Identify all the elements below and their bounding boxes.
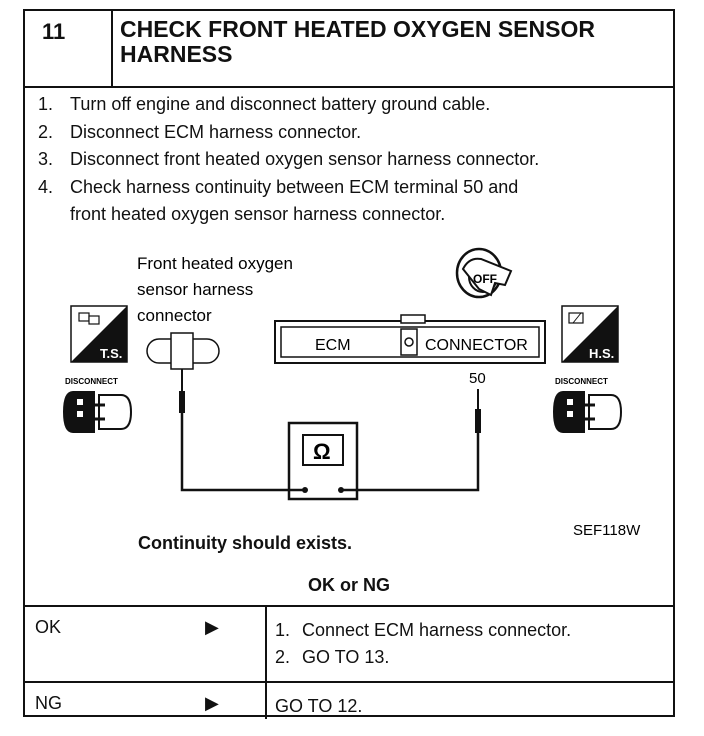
result-actions	[275, 617, 571, 671]
result-key: OK	[35, 617, 62, 637]
result-action-item	[275, 644, 571, 671]
continuity-check-diagram	[25, 239, 673, 549]
ts-badge-label: T.S.	[100, 346, 123, 361]
result-action-item	[275, 617, 571, 644]
wire-sensor-to-meter	[182, 413, 305, 490]
action-text: Connect ECM harness connector.	[302, 620, 572, 640]
ohm-symbol: Ω	[313, 439, 331, 464]
result-action-item	[275, 693, 362, 720]
instruction-item	[38, 119, 668, 147]
step-title-line1: CHECK FRONT HEATED OXYGEN SENSOR	[120, 16, 595, 42]
connector-label: CONNECTOR	[425, 337, 528, 354]
sensor-connector-icon	[147, 333, 219, 413]
ignition-key-off-icon	[457, 249, 511, 297]
figure-id: SEF118W	[573, 522, 641, 539]
instruction-text: Disconnect front heated oxygen sensor harness connector.	[70, 149, 540, 169]
ignition-off-label: OFF	[473, 272, 497, 286]
instruction-item	[38, 201, 668, 229]
disconnect-left-label: DISCONNECT	[65, 377, 118, 386]
result-table	[25, 605, 673, 719]
column-divider	[265, 683, 267, 719]
instruction-text: Check harness continuity between ECM terminal 50 and	[70, 176, 519, 197]
terminal-probe	[475, 409, 481, 433]
action-number: 2.	[275, 647, 291, 667]
ok-ng-heading: OK or NG	[307, 575, 390, 595]
disconnect-plug-icon	[553, 391, 621, 433]
hs-badge-icon	[562, 306, 618, 362]
step-title	[120, 17, 670, 67]
disconnect-plug-icon	[63, 391, 131, 433]
action-text: GO TO 12.	[275, 696, 363, 716]
terminal-number: 50	[469, 370, 486, 387]
instruction-text: Disconnect ECM harness connector.	[70, 121, 362, 142]
column-divider	[265, 607, 267, 681]
result-actions	[275, 693, 362, 720]
result-row-ok	[25, 605, 673, 681]
wire-ecm-to-meter	[341, 433, 478, 490]
instruction-list	[38, 91, 668, 229]
instruction-text: front heated oxygen sensor harness connector.	[70, 204, 446, 224]
instruction-number: 3.	[38, 149, 54, 169]
instruction-text: Turn off engine and disconnect battery ground cable.	[70, 94, 491, 114]
ecm-connector	[275, 315, 545, 363]
ts-badge-icon	[71, 306, 127, 362]
result-key: NG	[35, 693, 62, 713]
action-text: GO TO 13.	[302, 647, 390, 667]
step-title-line2: HARNESS	[120, 41, 233, 67]
sensor-label-line2: sensor harness	[137, 280, 254, 299]
diagnostic-step-card	[23, 9, 675, 717]
instruction-number	[38, 201, 70, 229]
disconnect-right-label: DISCONNECT	[555, 377, 608, 386]
ohmmeter-icon	[289, 423, 357, 499]
instruction-number: 2.	[38, 121, 54, 142]
ecm-label: ECM	[315, 337, 351, 354]
instruction-item	[38, 91, 668, 119]
arrow-right-icon: ▶	[205, 617, 219, 637]
step-number: 11	[25, 11, 113, 86]
instruction-number: 1.	[38, 94, 54, 114]
action-number: 1.	[275, 620, 291, 640]
sensor-label-line3: connector	[137, 306, 212, 325]
sensor-label-line1: Front heated oxygen	[137, 254, 293, 273]
instruction-item	[38, 174, 668, 202]
hs-badge-label: H.S.	[589, 346, 615, 361]
step-header	[25, 11, 673, 88]
instruction-number: 4.	[38, 176, 54, 197]
result-row-ng	[25, 681, 673, 719]
arrow-right-icon: ▶	[205, 693, 219, 713]
instruction-item	[38, 146, 668, 174]
continuity-caption: Continuity should exists.	[138, 533, 353, 553]
